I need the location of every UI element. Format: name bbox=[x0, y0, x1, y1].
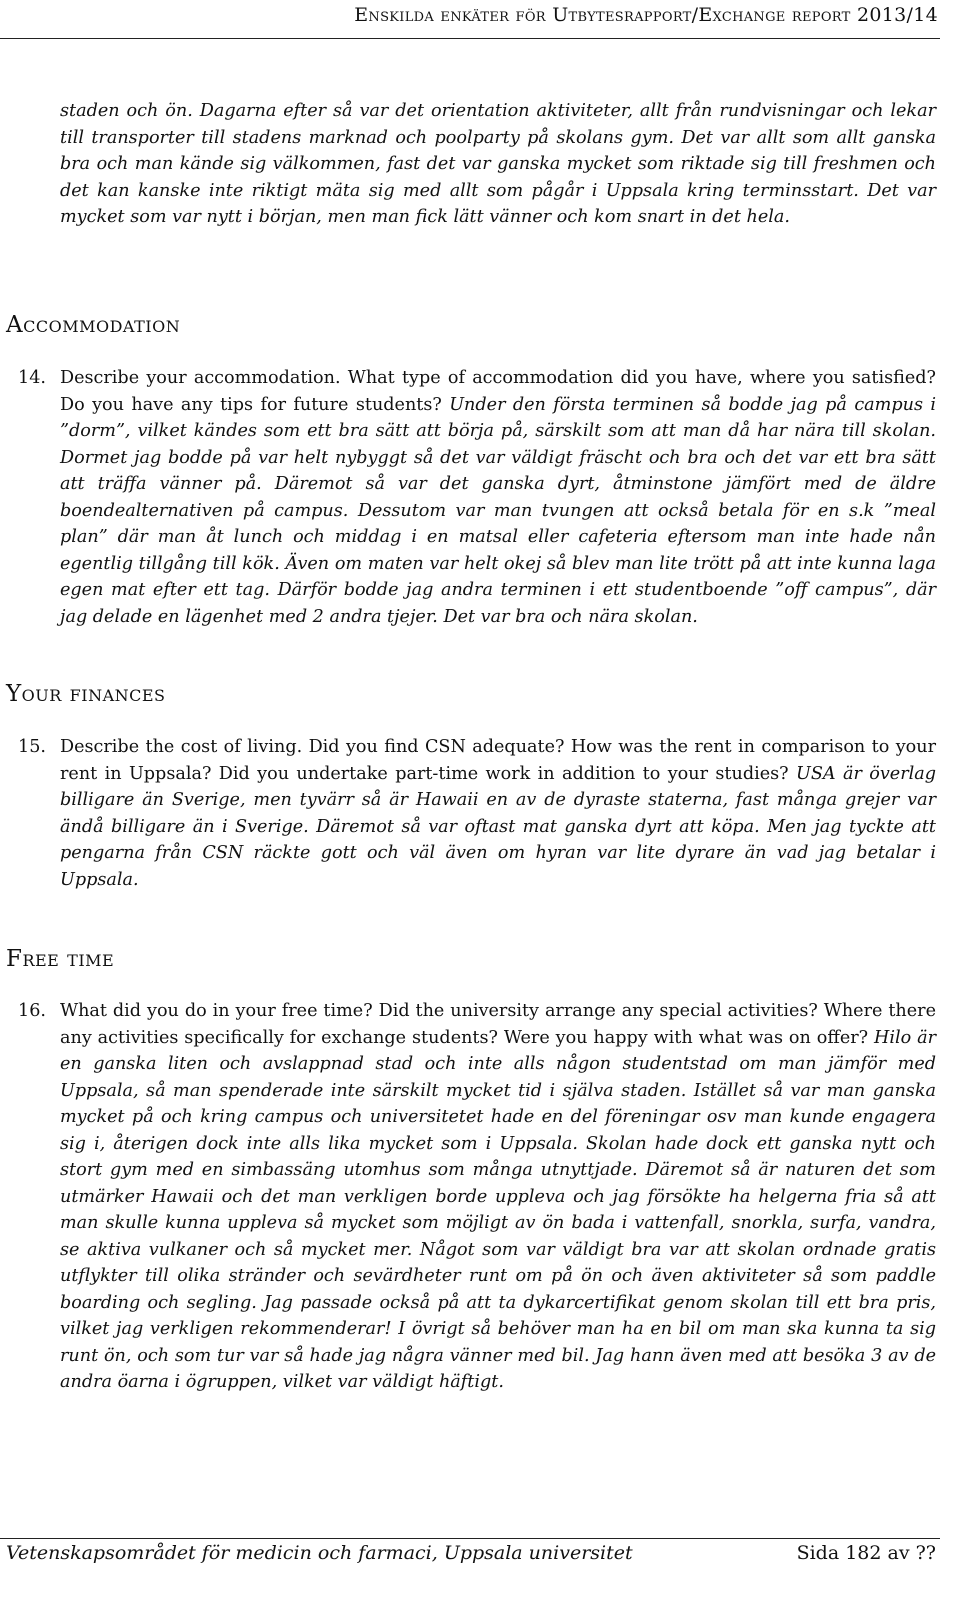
section-title-accommodation: Accommodation bbox=[6, 312, 181, 338]
section-title-finances: Your finances bbox=[6, 681, 166, 707]
header-rule bbox=[0, 38, 940, 39]
running-header: Enskilda enkäter för Utbytesrapport/Exchange report 2013/14 bbox=[354, 4, 938, 26]
footer-page-number: Sida 182 av ?? bbox=[796, 1542, 936, 1564]
footer-institution: Vetenskapsområdet för medicin och farmaci, Uppsala universitet bbox=[6, 1542, 633, 1564]
question-number: 16. bbox=[18, 1001, 46, 1021]
answer-text: Hilo är en ganska liten och avslappnad stad och inte alls någon studentstad om man jämför med Uppsala, så man spenderade inte särskilt mycket tid i själva staden. Istället så var man ganska mycket på och kring campus och universitetet hade en del föreningar osv man kunde engagera sig i, återigen dock inte alls lika mycket som i Uppsala. Skolan hade dock ett ganska nytt och stort gym med en simbassäng utomhus som många utnyttjade. Däremot så är naturen det som utmärker Hawaii och det man verkligen borde uppleva och jag försökte ha helgerna fria så att man skulle kunna uppleva så mycket som möjligt av ön bada i vattenfall, snorkla, surfa, vandra, se aktiva vulkaner och så mycket mer. Något som var väldigt bra var att skolan ordnade gratis utflykter till olika stränder och sevärdheter runt om på ön och även aktiviteter så som paddle boarding och segling. Jag passade också på att ta dykarcertifikat genom skolan till ett bra pris, vilket jag verkligen rekommenderar! I övrigt så behöver man ha en bil om man ska kunna ta sig runt ön, och som tur var så hade jag några vänner med bil. Jag hann även med att besöka 3 av de andra öarna i ögruppen, vilket var väldigt häftigt. bbox=[60, 1027, 936, 1392]
question-number: 15. bbox=[18, 737, 46, 757]
question-text: Describe the cost of living. Did you find CSN adequate? How was the rent in comparison to your rent in Uppsala? Did you undertake part-time work in addition to your studies? bbox=[60, 737, 936, 784]
section-title-free-time: Free time bbox=[6, 946, 115, 972]
question-text: Describe your accommodation. What type of accommodation did you have, where you satisfied? Do you have any tips for future students? bbox=[60, 368, 936, 415]
answer-text: USA är överlag billigare än Sverige, men tyvärr så är Hawaii en av de dyraste staterna, fast många grejer var ändå billigare än i Sverige. Däremot så var oftast mat ganska dyrt att köpa. Men jag tyckte att pengarna från CSN räckte gott och väl även om hyran var lite dyrare än vad jag betalar i Uppsala. bbox=[60, 763, 937, 890]
question-block-finances bbox=[60, 734, 936, 893]
question-block-accommodation bbox=[60, 365, 936, 630]
question-text: What did you do in your free time? Did the university arrange any special activities? Where there any activities specifically for exchange students? Were you happy with what was on offer? bbox=[60, 1001, 936, 1048]
question-number: 14. bbox=[18, 368, 46, 388]
answer-text: Under den första terminen så bodde jag på campus i ”dorm”, vilket kändes som ett bra sätt att börja på, särskilt som att man då har nära till skolan. Dormet jag bodde på var helt nybyggt så det var väldigt fräscht och bra och det var ett bra sätt att träffa vänner på. Däremot så var det ganska dyrt, åtminstone jämfört med de äldre boendealternativen på campus. Dessutom var man tvungen att också betala för en s.k ”meal plan” där man åt lunch och middag i en matsal eller cafeteria eftersom man inte hade nån egentlig tillgång till kök. Även om maten var helt okej så blev man lite trött på att inte kunna laga egen mat efter ett tag. Därför bodde jag andra terminen i ett studentboende ”off campus”, där jag delade en lägenhet med 2 andra tjejer. Det var bra och nära skolan. bbox=[60, 394, 936, 627]
question-block-free-time bbox=[60, 998, 936, 1396]
footer-rule bbox=[0, 1538, 940, 1539]
intro-paragraph: staden och ön. Dagarna efter så var det orientation aktiviteter, allt från rundvisningar och lekar till transporter till stadens marknad och poolparty på skolans gym. Det var allt som allt ganska bra och man kände sig välkommen, fast det var ganska mycket som riktade sig till freshmen och det kan kanske inte riktigt mäta sig med allt som pågår i Uppsala kring terminsstart. Det var mycket som var nytt i början, men man fick lätt vänner och kom snart in det hela. bbox=[60, 101, 936, 227]
